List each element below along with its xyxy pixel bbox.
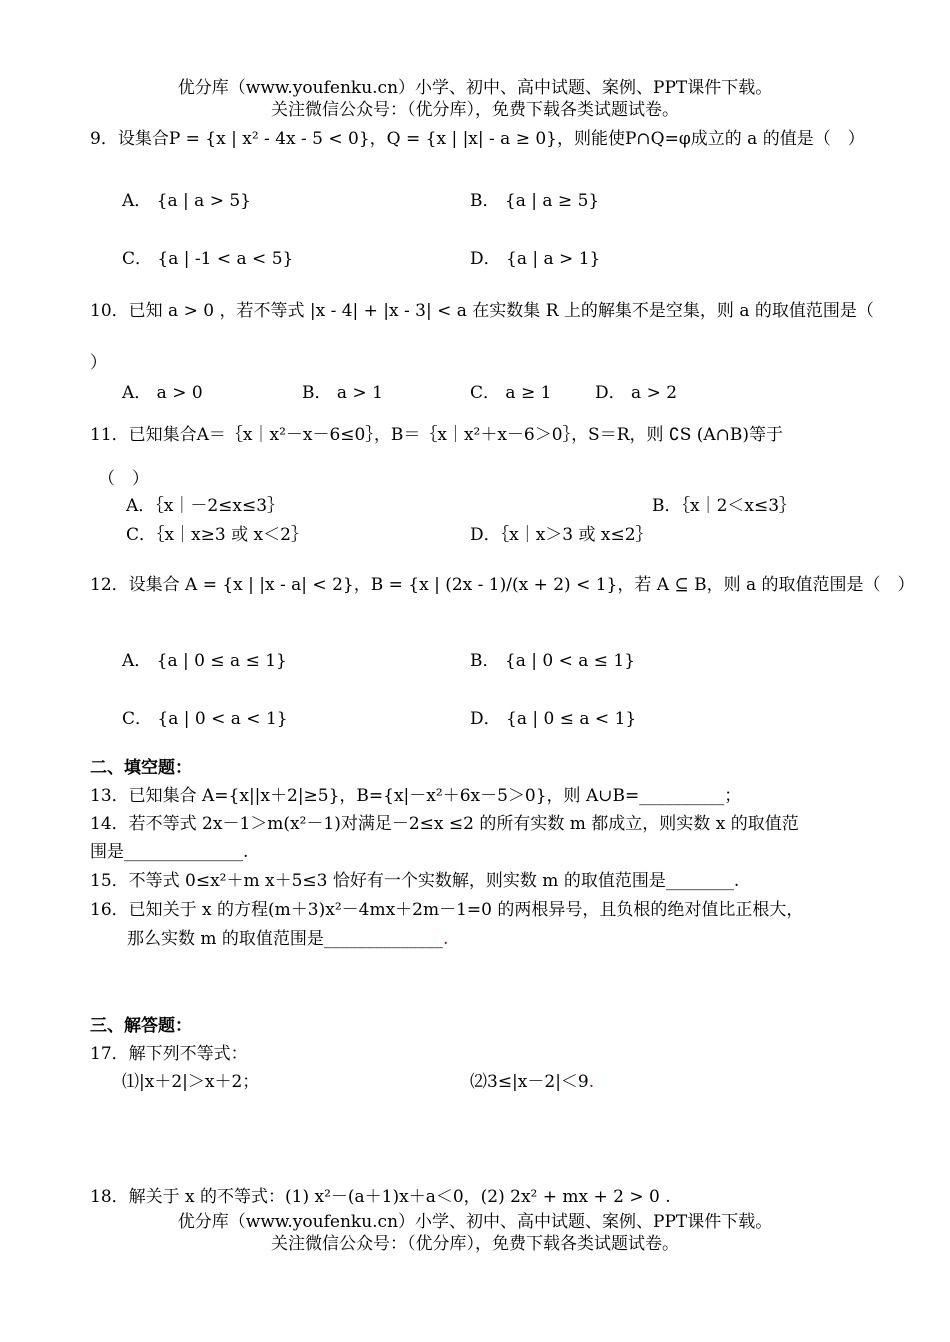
question-9-option-b: B． {a | a ≥ 5}: [470, 191, 600, 211]
question-12-option-c: C． {a | 0 < a < 1}: [122, 709, 288, 729]
question-17-part-1: ⑴|x＋2|＞x＋2；: [122, 1072, 260, 1092]
question-11-stem: 11．已知集合A＝｛x｜x²－x－6≤0｝，B＝｛x｜x²＋x－6＞0｝，S＝R，则 ∁S (A∩B)等于: [90, 425, 784, 445]
question-17-period: .: [588, 1072, 595, 1092]
question-12-stem: 12．设集合 A = {x | |x - a| < 2}，B = {x | (2x - 1)/(x + 2) < 1}，若 A ⊆ B，则 a 的取值范围是（ ）: [90, 575, 915, 595]
question-10-option-d: D． a > 2: [595, 383, 678, 403]
section-fill-in-heading: 二、填空题：: [90, 758, 192, 778]
footer-line-1: 优分库（www.youfenku.cn）小学、初中、高中试题、案例、PPT课件下载。: [177, 1212, 773, 1232]
question-16-line-1: 16．已知关于 x 的方程(m＋3)x²－4mx＋2m－1=0 的两根异号，且负根的绝对值比正根大，: [90, 900, 804, 920]
question-9-stem: 9．设集合P = {x | x² - 4x - 5 < 0}，Q = {x | |x| - a ≥ 0}，则能使P∩Q=φ成立的 a 的值是（ ）: [90, 129, 865, 149]
question-12-option-a: A． {a | 0 ≤ a ≤ 1}: [122, 651, 287, 671]
question-15: 15．不等式 0≤x²＋m x＋5≤3 恰好有一个实数解，则实数 m 的取值范围是________.: [90, 871, 740, 891]
question-10-stem-end: ）: [90, 353, 107, 373]
question-17-part-2-text: ⑵3≤|x－2|＜9: [470, 1072, 589, 1092]
question-18: 18．解关于 x 的不等式：(1) x²－(a＋1)x＋a＜0，(2) 2x² + mx + 2 > 0 .: [90, 1187, 671, 1207]
question-14-line-1: 14．若不等式 2x－1＞m(x²－1)对满足－2≤x ≤2 的所有实数 m 都成立，则实数 x 的取值范: [90, 814, 799, 834]
question-12-option-b: B． {a | 0 < a ≤ 1}: [470, 651, 636, 671]
question-11-option-c: C．｛x｜x≥3 或 x＜2｝: [126, 525, 308, 545]
question-10-option-b: B． a > 1: [302, 383, 383, 403]
question-9-option-d: D． {a | a > 1}: [470, 249, 601, 269]
question-9-option-a: A． {a | a > 5}: [122, 191, 251, 211]
section-solve-heading: 三、解答题：: [90, 1016, 192, 1036]
question-10-stem: 10．已知 a > 0 ，若不等式 |x - 4| + |x - 3| < a 在实数集 R 上的解集不是空集，则 a 的取值范围是（: [90, 301, 874, 321]
question-11-option-a: A．｛x｜－2≤x≤3｝: [126, 496, 285, 516]
question-10-option-c: C． a ≥ 1: [470, 383, 552, 403]
question-12-option-d: D． {a | 0 ≤ a < 1}: [470, 709, 637, 729]
header-line-2: 关注微信公众号：（优分库），免费下载各类试题试卷。: [271, 100, 679, 120]
question-11-stem-end: （ ）: [98, 469, 149, 489]
question-16-period: .: [442, 929, 449, 949]
question-9-option-c: C． {a | -1 < a < 5}: [122, 249, 294, 269]
question-16-line-2: [127, 928, 448, 950]
question-11-option-b: B．｛x｜2＜x≤3｝: [652, 496, 797, 516]
question-17-part-2: [470, 1071, 594, 1093]
question-14-line-2: 围是______________.: [90, 842, 249, 862]
header-line-1: 优分库（www.youfenku.cn）小学、初中、高中试题、案例、PPT课件下载。: [177, 78, 773, 98]
question-16-line-2-text: 那么实数 m 的取值范围是______________: [127, 929, 443, 949]
question-10-option-a: A． a > 0: [122, 383, 203, 403]
footer-line-2: 关注微信公众号：（优分库），免费下载各类试题试卷。: [271, 1234, 679, 1254]
question-11-option-d: D．｛x｜x＞3 或 x≤2｝: [470, 525, 653, 545]
question-13: 13．已知集合 A={x||x＋2|≥5}，B={x|－x²＋6x－5＞0}，则 A∪B=__________；: [90, 786, 742, 806]
question-17-stem: 17．解下列不等式：: [90, 1044, 248, 1064]
